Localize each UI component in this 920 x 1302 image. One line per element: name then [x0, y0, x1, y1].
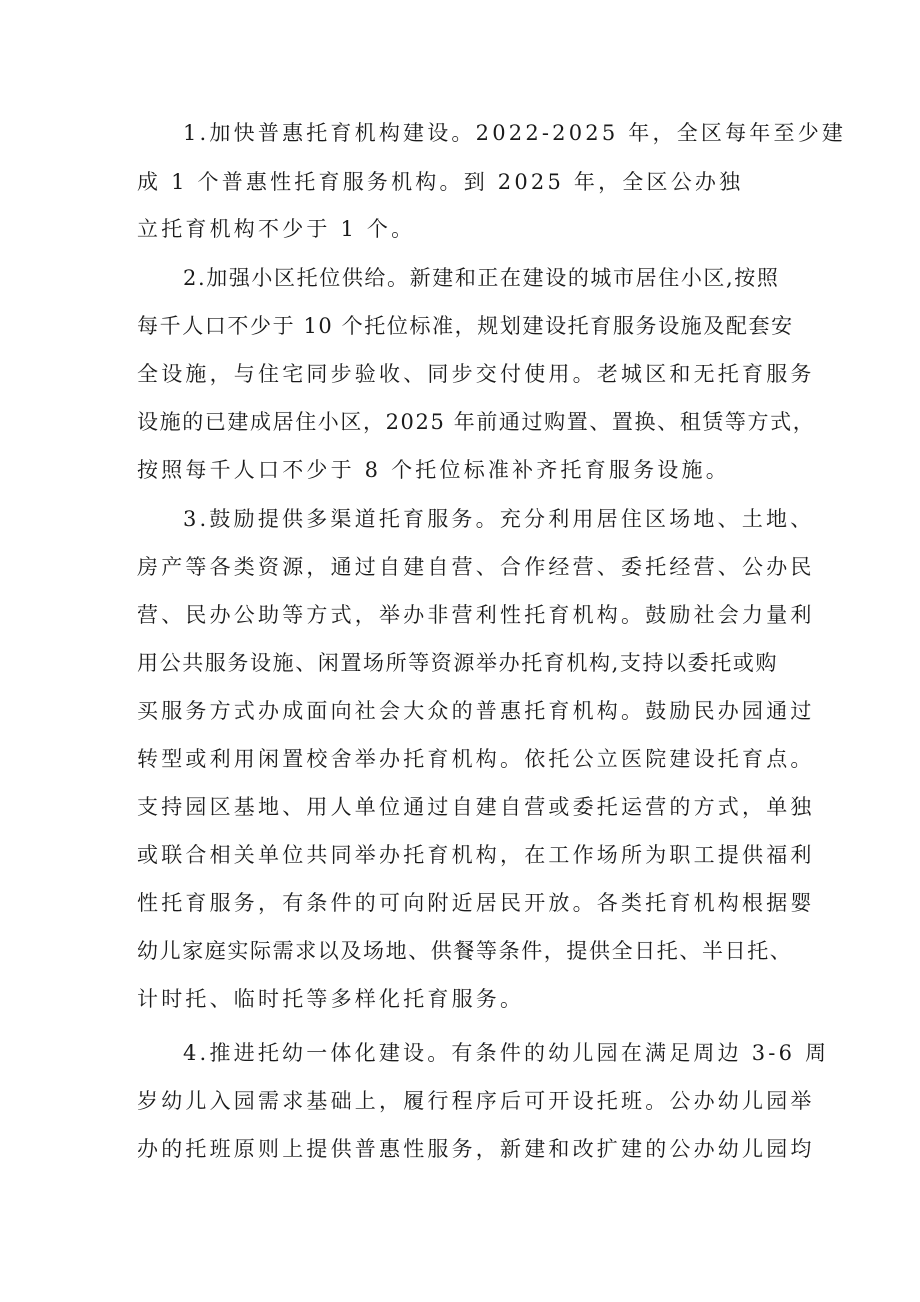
paragraph-2-line-4: 设施的已建成居住小区，2025 年前通过购置、置换、租赁等方式，: [137, 410, 816, 434]
paragraph-3-line-11: 计时托、临时托等多样化托育服务。: [137, 987, 525, 1011]
paragraph-1-line-3: 立托育机构不少于 1 个。: [137, 217, 416, 241]
paragraph-2-line-3: 全设施，与住宅同步验收、同步交付使用。老城区和无托育服务: [137, 362, 815, 386]
paragraph-1-line-2: 成 1 个普惠性托育服务机构。到 2025 年，全区公办独: [137, 170, 744, 194]
paragraph-3-line-5: 买服务方式办成面向社会大众的普惠托育机构。鼓励民办园通过: [137, 699, 815, 723]
paragraph-3-line-2: 房产等各类资源，通过自建自营、合作经营、委托经营、公办民: [137, 555, 815, 579]
paragraph-3-line-9: 性托育服务，有条件的可向附近居民开放。各类托育机构根据婴: [137, 891, 815, 915]
paragraph-3-line-7: 支持园区基地、用人单位通过自建自营或委托运营的方式，单独: [137, 795, 815, 819]
paragraph-2-line-5: 按照每千人口不少于 8 个托位标准补齐托育服务设施。: [137, 458, 730, 482]
paragraph-2-line-2: 每千人口不少于 10 个托位标准，规划建设托育服务设施及配套安: [137, 314, 794, 338]
paragraph-3-line-6: 转型或利用闲置校舍举办托育机构。依托公立医院建设托育点。: [137, 747, 815, 771]
paragraph-3-line-10: 幼儿家庭实际需求以及场地、供餐等条件，提供全日托、半日托、: [137, 939, 793, 963]
paragraph-3-line-3: 营、民办公助等方式，举办非营利性托育机构。鼓励社会力量利: [137, 603, 815, 627]
paragraph-2-line-1: 2.加强小区托位供给。新建和正在建设的城市居住小区,按照: [183, 266, 780, 290]
paragraph-4-line-1: 4.推进托幼一体化建设。有条件的幼儿园在满足周边 3-6 周: [183, 1041, 830, 1065]
paragraph-3-line-1: 3.鼓励提供多渠道托育服务。充分利用居住区场地、土地、: [183, 507, 815, 531]
paragraph-3-line-4: 用公共服务设施、闲置场所等资源举办托育机构,支持以委托或购: [137, 651, 779, 675]
paragraph-4-line-3: 办的托班原则上提供普惠性服务，新建和改扩建的公办幼儿园均: [137, 1137, 815, 1161]
paragraph-1-line-1: 1.加快普惠托育机构建设。2022-2025 年，全区每年至少建: [183, 121, 847, 145]
paragraph-4-line-2: 岁幼儿入园需求基础上，履行程序后可开设托班。公办幼儿园举: [137, 1089, 815, 1113]
paragraph-3-line-8: 或联合相关单位共同举办托育机构，在工作场所为职工提供福利: [137, 843, 815, 867]
